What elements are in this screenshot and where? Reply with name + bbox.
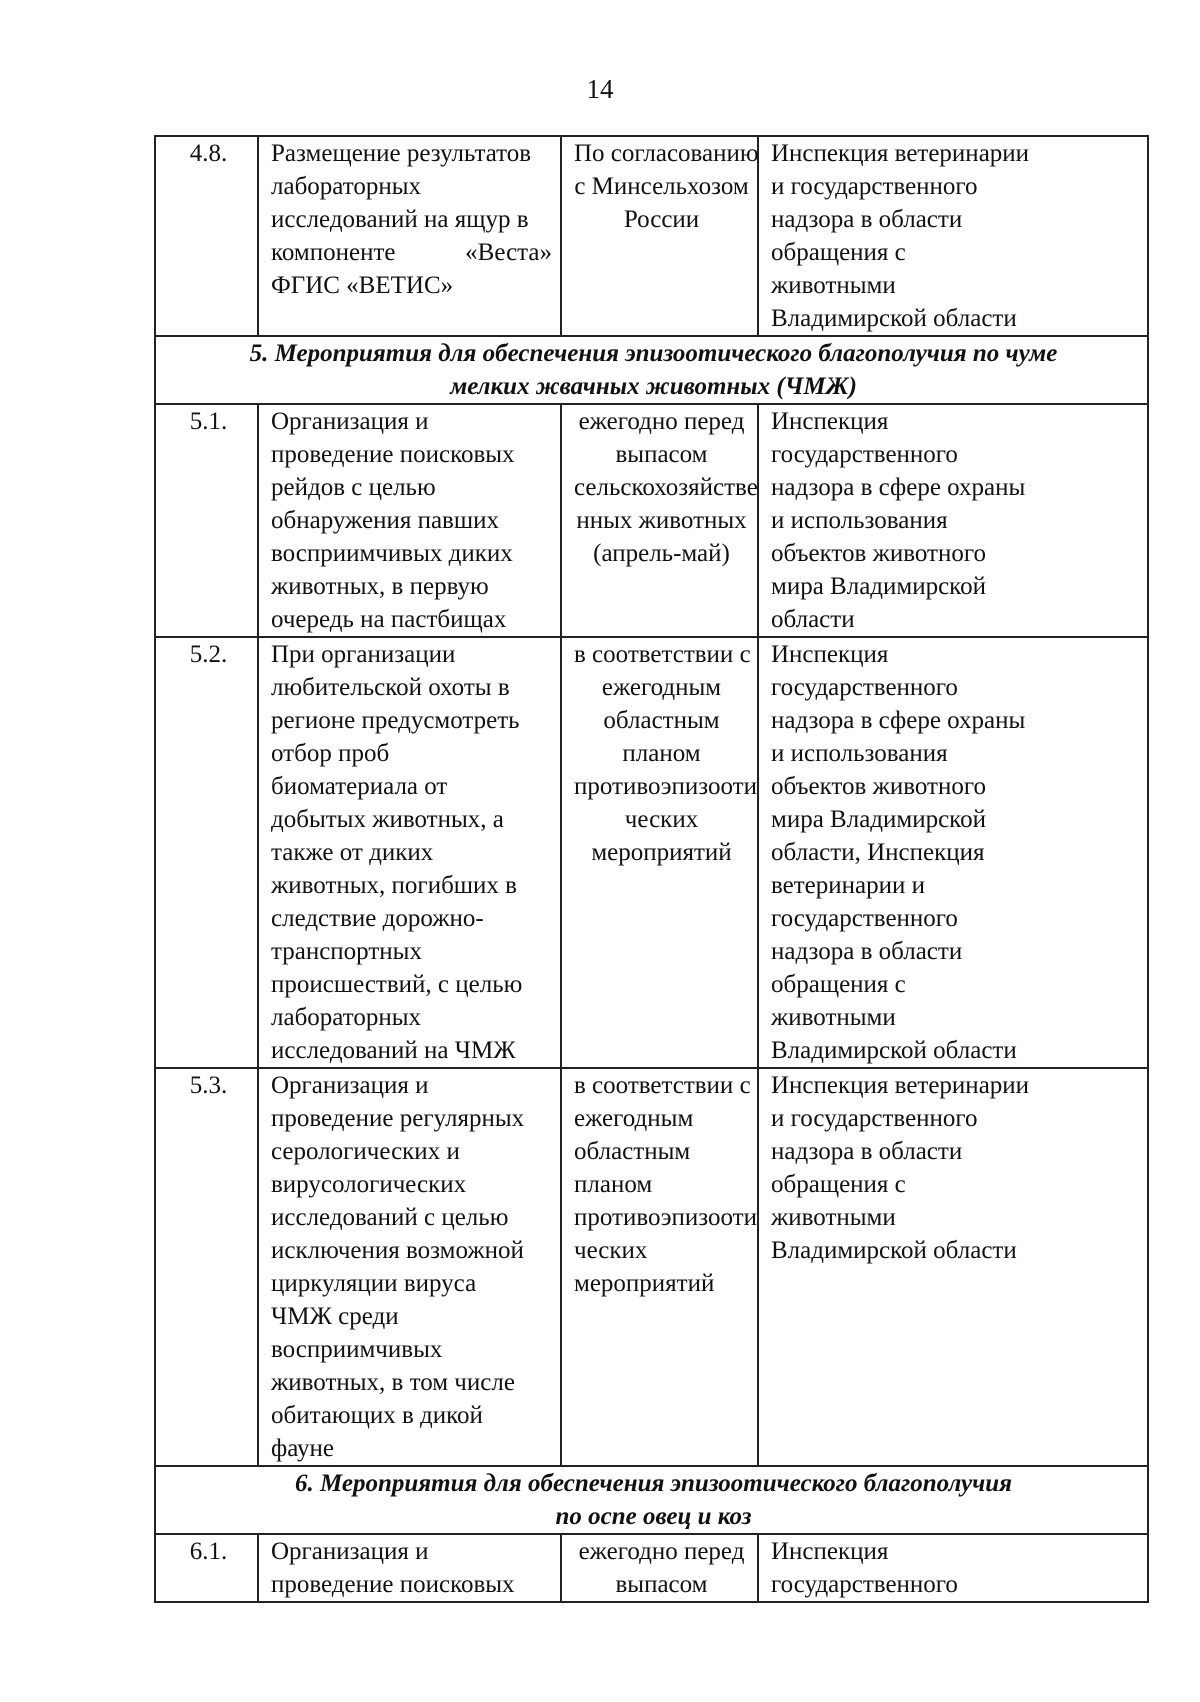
term-line: ежегодным xyxy=(574,1105,694,1132)
responsible-line: Владимирской области xyxy=(771,305,1017,332)
responsible-line: государственного xyxy=(771,441,958,468)
action-cell xyxy=(258,136,561,336)
responsible-line: Владимирской области xyxy=(771,1037,1017,1064)
action-line: транспортных xyxy=(271,938,422,965)
term-cell xyxy=(561,136,758,336)
section-row-5 xyxy=(155,336,1148,404)
responsible-line: надзора в области xyxy=(771,206,963,233)
row-number-text: 5.1. xyxy=(189,408,228,435)
action-line: обнаружения павших xyxy=(271,507,499,534)
action-line: регионе предусмотреть xyxy=(271,707,520,734)
section-row-6 xyxy=(155,1466,1148,1534)
section-heading-line: мелких жвачных животных (ЧМЖ) xyxy=(450,373,857,400)
row-number-text: 5.3. xyxy=(189,1072,228,1099)
action-line: Размещение результатов xyxy=(271,140,532,167)
action-line: Организация и xyxy=(271,1538,429,1565)
action-line: добытых животных, а xyxy=(271,806,504,833)
responsible-line: государственного xyxy=(771,905,958,932)
action-line: ФГИС «ВЕТИС» xyxy=(271,272,454,299)
responsible-line: ветеринарии и xyxy=(771,872,926,899)
term-line: выпасом xyxy=(615,441,708,468)
term-line: (апрель-май) xyxy=(593,540,730,567)
responsible-line: надзора в сфере охраны xyxy=(771,474,1026,501)
row-number xyxy=(155,404,258,637)
term-line: ческих xyxy=(624,806,699,833)
action-line: животных, в первую xyxy=(271,573,489,600)
measures-table xyxy=(154,135,1149,1603)
responsible-line: и государственного xyxy=(771,1105,978,1132)
action-line: серологических и xyxy=(271,1138,460,1165)
section-heading-line: по оспе овец и коз xyxy=(555,1503,752,1530)
action-line: восприимчивых xyxy=(271,1336,443,1363)
action-line: также от диких xyxy=(271,839,434,866)
row-number xyxy=(155,1534,258,1602)
responsible-line: надзора в области xyxy=(771,1138,963,1165)
responsible-line: обращения с xyxy=(771,239,906,266)
action-line: биоматериала от xyxy=(271,773,448,800)
responsible-line: животными xyxy=(771,1204,896,1231)
action-line: проведение поисковых xyxy=(271,1571,515,1598)
term-line: выпасом xyxy=(615,1571,708,1598)
term-cell xyxy=(561,404,758,637)
table-row-5-2 xyxy=(155,637,1148,1068)
responsible-line: Инспекция ветеринарии xyxy=(771,140,1030,167)
term-line: противоэпизооти xyxy=(574,773,757,800)
responsible-line: объектов животного xyxy=(771,773,986,800)
responsible-line: надзора в сфере охраны xyxy=(771,707,1026,734)
row-number-text: 4.8. xyxy=(189,140,228,167)
responsible-cell xyxy=(758,404,1148,637)
row-number xyxy=(155,136,258,336)
table-row-6-1 xyxy=(155,1534,1148,1602)
responsible-cell xyxy=(758,1068,1148,1466)
term-line: областным xyxy=(603,707,720,734)
responsible-line: объектов животного xyxy=(771,540,986,567)
term-line: сельскохозяйстве xyxy=(574,474,758,501)
action-line: происшествий, с целью xyxy=(271,971,523,998)
action-line: любительской охоты в xyxy=(271,674,510,701)
action-line: ЧМЖ среди xyxy=(271,1303,399,1330)
section-heading xyxy=(155,336,1148,404)
row-number-text: 6.1. xyxy=(189,1538,228,1565)
responsible-line: Инспекция xyxy=(771,1538,889,1565)
action-line: восприимчивых диких xyxy=(271,540,513,567)
responsible-line: обращения с xyxy=(771,971,906,998)
responsible-line: Инспекция xyxy=(771,408,889,435)
action-line: следствие дорожно- xyxy=(271,905,484,932)
term-line: планом xyxy=(574,1171,653,1198)
action-line: обитающих в дикой xyxy=(271,1402,483,1429)
term-line: областным xyxy=(574,1138,691,1165)
action-line: исключения возможной xyxy=(271,1237,524,1264)
term-line: ческих xyxy=(574,1237,648,1264)
responsible-line: государственного xyxy=(771,1571,958,1598)
responsible-line: Владимирской области xyxy=(771,1237,1017,1264)
responsible-line: государственного xyxy=(771,674,958,701)
term-line: противоэпизооти xyxy=(574,1204,757,1231)
action-cell xyxy=(258,1534,561,1602)
table-row-5-3 xyxy=(155,1068,1148,1466)
term-line: России xyxy=(623,206,700,233)
section-heading-line: 5. Мероприятия для обеспечения эпизоотического благополучия по чуме xyxy=(249,340,1058,367)
page-number: 14 xyxy=(586,74,614,104)
action-line: лабораторных xyxy=(271,173,422,200)
action-line: животных, погибших в xyxy=(271,872,517,899)
term-line: в соответствии с xyxy=(574,641,751,668)
term-line: ежегодным xyxy=(601,674,722,701)
term-line: мероприятий xyxy=(591,839,732,866)
action-line: проведение поисковых xyxy=(271,441,515,468)
section-heading xyxy=(155,1466,1148,1534)
responsible-cell xyxy=(758,637,1148,1068)
action-line: Организация и xyxy=(271,408,429,435)
row-number-text: 5.2. xyxy=(189,641,228,668)
responsible-line: и использования xyxy=(771,740,948,767)
term-line: ежегодно перед xyxy=(578,408,745,435)
responsible-line: Инспекция ветеринарии xyxy=(771,1072,1030,1099)
action-line: фауне xyxy=(271,1435,335,1462)
responsible-line: мира Владимирской xyxy=(771,806,986,833)
responsible-line: и государственного xyxy=(771,173,978,200)
action-line: лабораторных xyxy=(271,1004,422,1031)
responsible-cell xyxy=(758,136,1148,336)
action-line: вирусологических xyxy=(271,1171,467,1198)
action-line: исследований на ящур в xyxy=(271,206,529,233)
term-line: мероприятий xyxy=(574,1270,715,1297)
row-number xyxy=(155,1068,258,1466)
term-line: с Минсельхозом xyxy=(574,173,749,200)
responsible-line: и использования xyxy=(771,507,948,534)
term-line: ежегодно перед xyxy=(578,1538,745,1565)
term-line: в соответствии с xyxy=(574,1072,751,1099)
action-line: исследований с целью xyxy=(271,1204,509,1231)
table-row-5-1 xyxy=(155,404,1148,637)
responsible-line: области, Инспекция xyxy=(771,839,985,866)
action-line: отбор проб xyxy=(271,740,390,767)
action-line: проведение регулярных xyxy=(271,1105,525,1132)
term-cell xyxy=(561,1068,758,1466)
section-heading-line: 6. Мероприятия для обеспечения эпизоотического благополучия xyxy=(295,1470,1012,1497)
responsible-cell xyxy=(758,1534,1148,1602)
action-cell xyxy=(258,1068,561,1466)
term-cell xyxy=(561,637,758,1068)
row-number xyxy=(155,637,258,1068)
responsible-line: надзора в области xyxy=(771,938,963,965)
responsible-line: мира Владимирской xyxy=(771,573,986,600)
action-line: исследований на ЧМЖ xyxy=(271,1037,516,1064)
action-cell xyxy=(258,637,561,1068)
action-line: компоненте «Веста» xyxy=(271,239,552,266)
action-line: рейдов с целью xyxy=(271,474,436,501)
action-line: циркуляции вируса xyxy=(271,1270,477,1297)
action-line: При организации xyxy=(271,641,456,668)
responsible-line: Инспекция xyxy=(771,641,889,668)
action-line: Организация и xyxy=(271,1072,429,1099)
responsible-line: обращения с xyxy=(771,1171,906,1198)
responsible-line: животными xyxy=(771,1004,896,1031)
responsible-line: животными xyxy=(771,272,896,299)
term-cell xyxy=(561,1534,758,1602)
term-line: По согласованию xyxy=(574,140,759,167)
table-row-4-8 xyxy=(155,136,1148,336)
responsible-line: области xyxy=(771,606,855,633)
term-line: нных животных xyxy=(576,507,747,534)
action-line: животных, в том числе xyxy=(271,1369,515,1396)
action-cell xyxy=(258,404,561,637)
term-line: планом xyxy=(622,740,701,767)
action-line: очередь на пастбищах xyxy=(271,606,507,633)
